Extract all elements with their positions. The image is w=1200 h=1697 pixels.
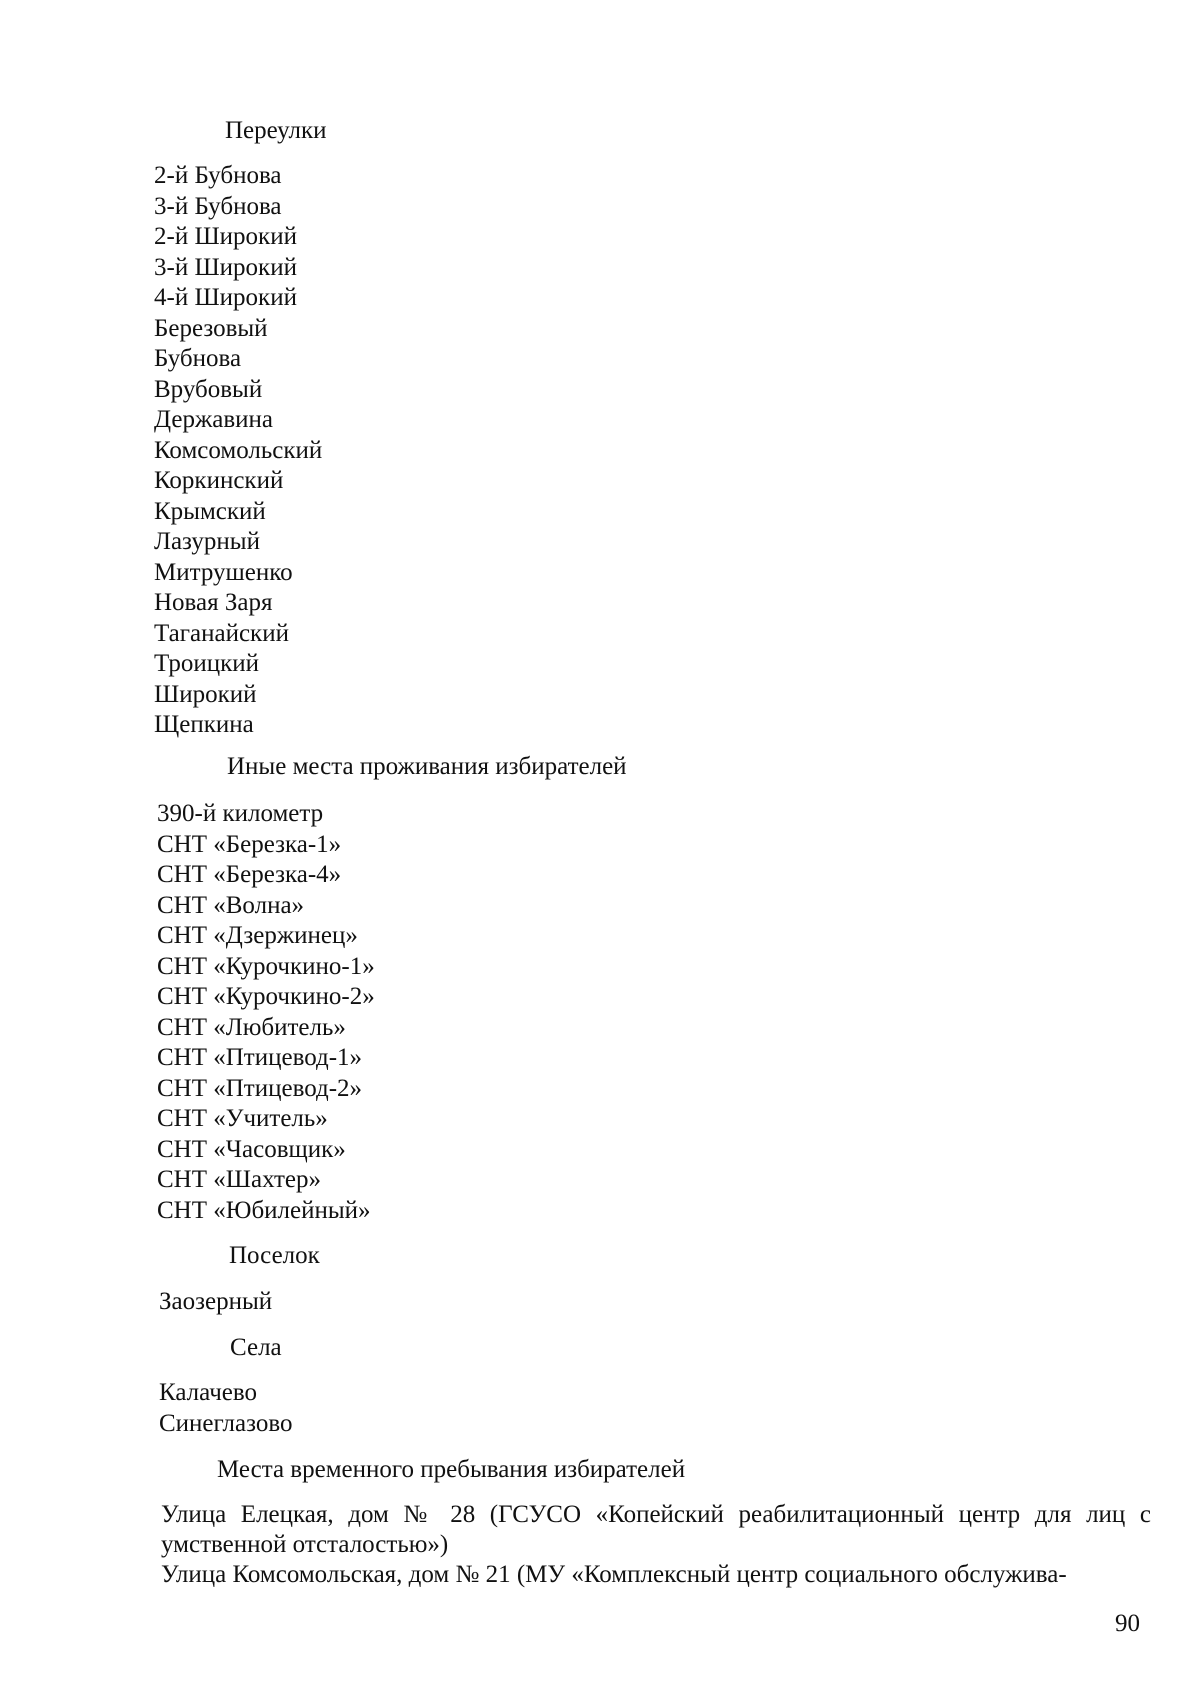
list-item: СНТ «Часовщик» xyxy=(157,1135,346,1163)
list-item: Синеглазово xyxy=(159,1409,293,1437)
list-item: СНТ «Березка-1» xyxy=(157,830,342,858)
list-item: СНТ «Дзержинец» xyxy=(157,922,358,949)
list-item: СНТ «Березка-4» xyxy=(157,861,342,888)
list-item: Лазурный xyxy=(154,528,260,555)
list-item: 3-й Бубнова xyxy=(154,192,282,220)
lanes-heading: Переулки xyxy=(225,117,327,144)
villages-heading: Села xyxy=(230,1334,282,1361)
list-item: Бубнова xyxy=(154,345,242,372)
list-item: СНТ «Птицевод-2» xyxy=(157,1074,363,1102)
address-paragraph: Улица Елецкая, дом № 28 (ГСУСО «Копейский реабилитационный центр для лиц с умственной отсталостью») xyxy=(161,1501,1151,1558)
list-item: СНТ «Учитель» xyxy=(157,1105,328,1132)
list-item: Врубовый xyxy=(154,375,263,403)
list-item: СНТ «Птицевод-1» xyxy=(157,1044,363,1071)
list-item: СНТ «Шахтер» xyxy=(157,1166,321,1193)
list-item: СНТ «Курочкино-2» xyxy=(157,983,375,1010)
list-item: Троицкий xyxy=(154,650,259,677)
page-number: 90 xyxy=(1115,1610,1140,1637)
villages-list xyxy=(159,1378,292,1439)
list-item: Широкий xyxy=(154,680,257,708)
other-places-list xyxy=(157,799,375,1226)
list-item: СНТ «Любитель» xyxy=(157,1013,346,1041)
list-item: Державина xyxy=(154,406,273,433)
lanes-list xyxy=(154,161,322,741)
list-item: 2-й Широкий xyxy=(154,223,297,250)
list-item: 390-й километр xyxy=(157,800,324,827)
list-item: СНТ «Курочкино-1» xyxy=(157,952,375,980)
temporary-stay-heading: Места временного пребывания избирателей xyxy=(217,1456,686,1483)
list-item: Таганайский xyxy=(154,619,289,647)
list-item: 4-й Широкий xyxy=(154,284,297,311)
temporary-stay-paragraphs xyxy=(161,1500,1151,1590)
list-item: Заозерный xyxy=(159,1288,273,1315)
list-item: Крымский xyxy=(154,497,266,525)
list-item: 3-й Широкий xyxy=(154,253,297,281)
list-item: 2-й Бубнова xyxy=(154,162,282,189)
settlement-list xyxy=(159,1287,272,1318)
list-item: Новая Заря xyxy=(154,589,273,616)
list-item: Щепкина xyxy=(154,711,254,738)
list-item: СНТ «Волна» xyxy=(157,891,305,919)
list-item: СНТ «Юбилейный» xyxy=(157,1196,371,1224)
list-item: Березовый xyxy=(154,314,268,342)
other-places-heading: Иные места проживания избирателей xyxy=(227,753,627,780)
list-item: Митрушенко xyxy=(154,558,293,586)
list-item: Калачево xyxy=(159,1379,258,1406)
settlement-heading: Поселок xyxy=(229,1242,320,1269)
address-paragraph: Улица Комсомольская, дом № 21 (МУ «Комплексный центр социального обслужива- xyxy=(161,1561,1067,1588)
list-item: Коркинский xyxy=(154,467,284,494)
list-item: Комсомольский xyxy=(154,436,323,464)
